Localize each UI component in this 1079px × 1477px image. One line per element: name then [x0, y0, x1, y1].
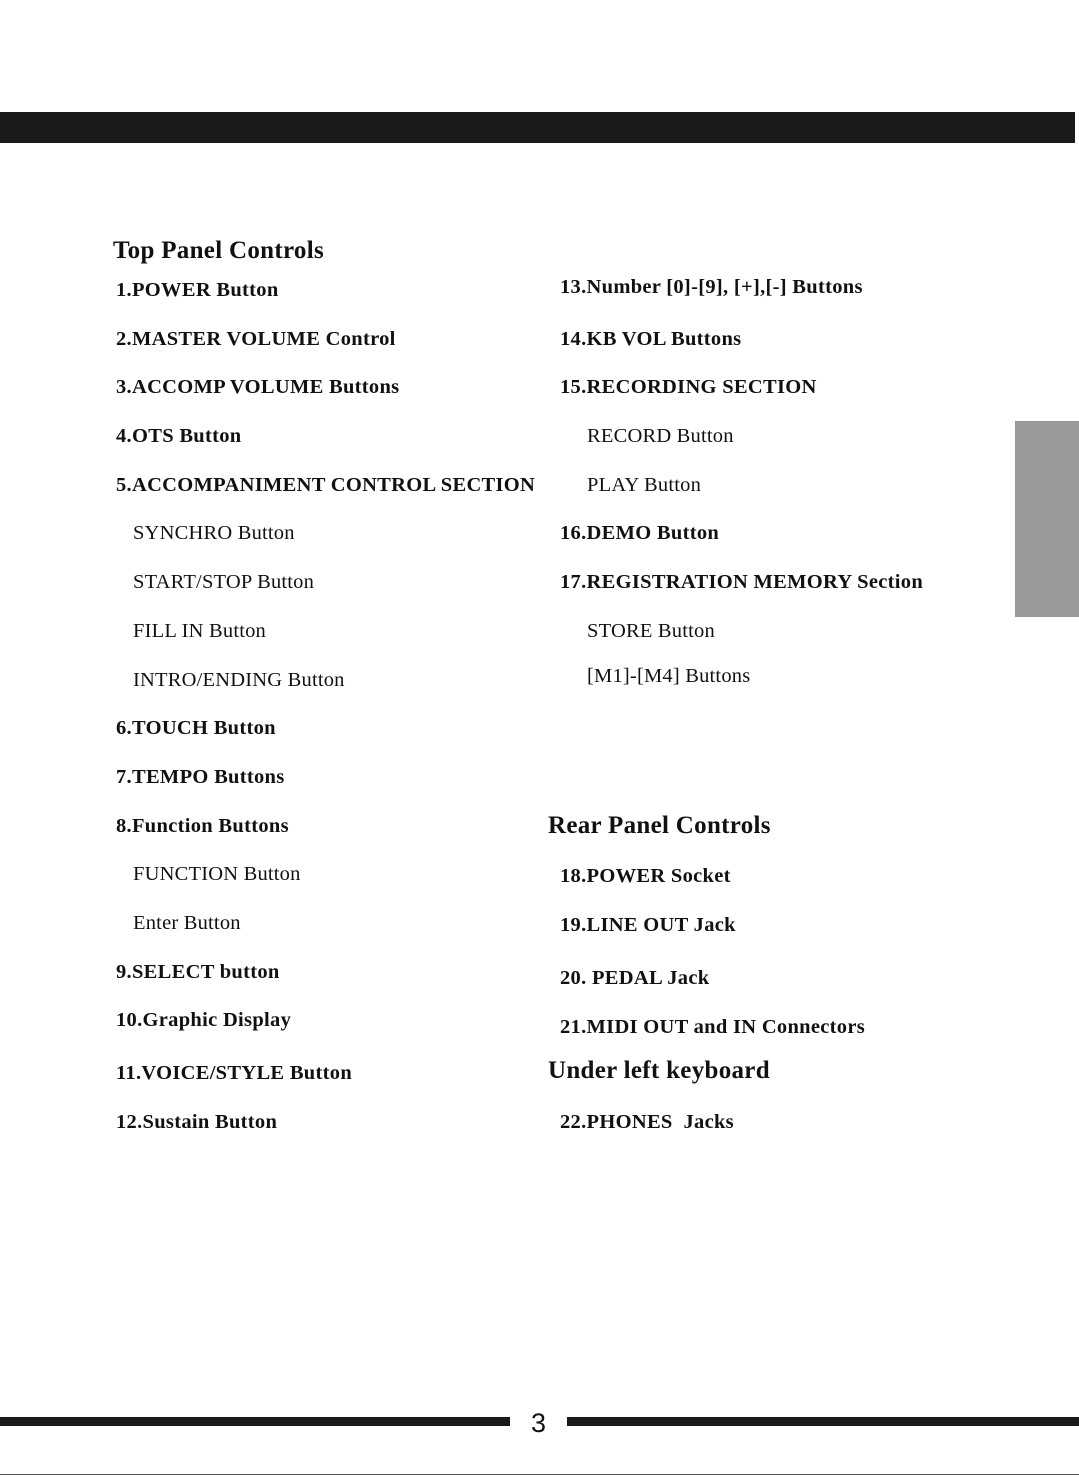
page-number: 3: [530, 1408, 547, 1438]
item-tempo-buttons: 7.TEMPO Buttons: [116, 766, 285, 788]
item-ots-button: 4.OTS Button: [116, 425, 242, 447]
header-bar: [0, 112, 1075, 143]
top-panel-heading: Top Panel Controls: [113, 237, 325, 264]
item-demo-button: 16.DEMO Button: [560, 522, 720, 544]
item-intro-ending-button: INTRO/ENDING Button: [133, 669, 345, 691]
item-number-buttons: 13.Number [0]-[9], [+],[-] Buttons: [560, 276, 863, 298]
item-accompaniment-section: 5.ACCOMPANIMENT CONTROL SECTION: [116, 474, 536, 496]
item-start-stop-button: START/STOP Button: [133, 571, 315, 593]
item-power-socket: 18.POWER Socket: [560, 865, 731, 887]
item-sustain-button: 12.Sustain Button: [116, 1111, 278, 1133]
item-accomp-volume: 3.ACCOMP VOLUME Buttons: [116, 376, 400, 398]
item-function-button: FUNCTION Button: [133, 863, 301, 885]
item-touch-button: 6.TOUCH Button: [116, 717, 276, 739]
item-kb-vol-buttons: 14.KB VOL Buttons: [560, 328, 742, 350]
footer-rule-right: [567, 1417, 1079, 1426]
footer-rule-left: [0, 1417, 510, 1426]
under-keyboard-heading: Under left keyboard: [548, 1057, 770, 1084]
item-synchro-button: SYNCHRO Button: [133, 522, 295, 544]
item-line-out-jack: 19.LINE OUT Jack: [560, 914, 736, 936]
item-fill-in-button: FILL IN Button: [133, 620, 267, 642]
item-m1-m4-buttons: [M1]-[M4] Buttons: [587, 665, 751, 687]
item-voice-style-button: 11.VOICE/STYLE Button: [116, 1062, 353, 1084]
item-power-button: 1.POWER Button: [116, 279, 279, 301]
item-phones-jacks: 22.PHONES Jacks: [560, 1111, 734, 1133]
item-store-button: STORE Button: [587, 620, 715, 642]
rear-panel-heading: Rear Panel Controls: [548, 812, 771, 839]
item-pedal-jack: 20. PEDAL Jack: [560, 967, 710, 989]
item-graphic-display: 10.Graphic Display: [116, 1009, 292, 1031]
item-record-button: RECORD Button: [587, 425, 734, 447]
item-enter-button: Enter Button: [133, 912, 241, 934]
item-recording-section: 15.RECORDING SECTION: [560, 376, 817, 398]
item-play-button: PLAY Button: [587, 474, 702, 496]
section-tab: [1015, 421, 1079, 617]
item-select-button: 9.SELECT button: [116, 961, 280, 983]
item-registration-memory: 17.REGISTRATION MEMORY Section: [560, 571, 924, 593]
item-midi-connectors: 21.MIDI OUT and IN Connectors: [560, 1016, 866, 1038]
item-master-volume: 2.MASTER VOLUME Control: [116, 328, 396, 350]
item-function-buttons: 8.Function Buttons: [116, 815, 289, 837]
page-bottom-line: [0, 1474, 1079, 1475]
